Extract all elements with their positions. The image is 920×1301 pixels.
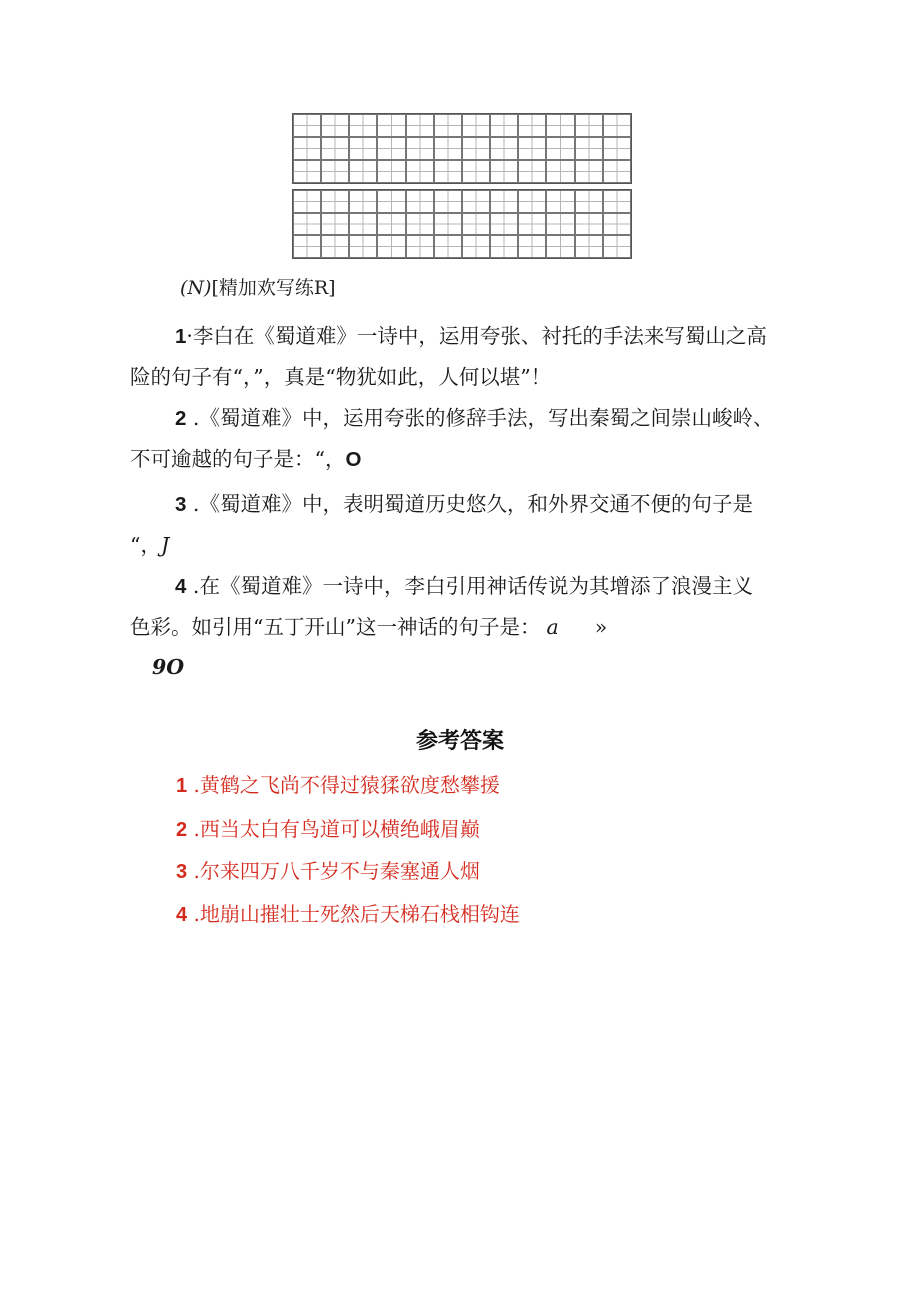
grid-cell bbox=[518, 137, 546, 160]
grid-cell bbox=[546, 114, 574, 137]
grid-cell bbox=[293, 137, 321, 160]
grid-cell bbox=[321, 114, 349, 137]
question-line2: 险的句子有“，”，真是“物犹如此，人何以堪”！ bbox=[130, 365, 552, 389]
answer-text: .地崩山摧壮士死然后天梯石栈相钩连 bbox=[193, 902, 520, 926]
question-number: 3 bbox=[175, 493, 187, 516]
question-1 bbox=[130, 316, 800, 397]
grid-cell bbox=[490, 190, 518, 213]
section-label-text: [精加欢写练R] bbox=[211, 277, 336, 299]
question-line1: 《蜀道难》中，运用夸张的修辞手法，写出秦蜀之间崇山峻岭、 bbox=[199, 406, 774, 430]
grid-cell bbox=[603, 137, 631, 160]
grid-cell bbox=[462, 213, 490, 236]
answers-title: 参考答案 bbox=[415, 729, 504, 754]
grid-cell bbox=[349, 114, 377, 137]
grid-cell bbox=[321, 160, 349, 183]
grid-cell bbox=[575, 235, 603, 258]
grid-cell bbox=[321, 190, 349, 213]
grid-cell bbox=[490, 160, 518, 183]
grid-cell bbox=[603, 190, 631, 213]
answer-number: 1 bbox=[176, 775, 188, 797]
question-sep: . bbox=[186, 492, 200, 516]
answer-text: .西当太白有鸟道可以横绝峨眉巅 bbox=[193, 817, 480, 841]
grid-cell bbox=[434, 160, 462, 183]
question-number: 1 bbox=[175, 325, 187, 348]
grid-cell bbox=[490, 235, 518, 258]
question-sep: . bbox=[186, 406, 200, 430]
grid-cell bbox=[406, 114, 434, 137]
answer-4 bbox=[176, 898, 520, 927]
grid-cell bbox=[293, 160, 321, 183]
section-label-prefix: (N) bbox=[180, 277, 212, 299]
grid-cell bbox=[377, 137, 405, 160]
grid-cell bbox=[349, 190, 377, 213]
question-sep: · bbox=[186, 324, 193, 348]
grid-cell bbox=[293, 235, 321, 258]
question-line2-end: J bbox=[160, 533, 170, 557]
grid-cell bbox=[321, 235, 349, 258]
question-line1: 在《蜀道难》一诗中，李白引用神话传说为其增添了浪漫主义 bbox=[199, 574, 753, 598]
question-4 bbox=[130, 566, 800, 687]
grid-cell bbox=[293, 190, 321, 213]
grid-cell bbox=[377, 190, 405, 213]
section-label bbox=[180, 273, 336, 300]
grid-cell bbox=[518, 114, 546, 137]
answer-text: .尔来四万八千岁不与秦塞通人烟 bbox=[193, 859, 480, 883]
question-number: 2 bbox=[175, 407, 187, 430]
grid-cell bbox=[406, 213, 434, 236]
question-number: 4 bbox=[175, 575, 187, 598]
grid-cell bbox=[575, 190, 603, 213]
grid-cell bbox=[293, 213, 321, 236]
answer-1 bbox=[176, 769, 500, 798]
answer-3 bbox=[176, 855, 480, 884]
grid-cell bbox=[603, 235, 631, 258]
grid-cell bbox=[546, 160, 574, 183]
grid-cell bbox=[349, 235, 377, 258]
writing-grid-top bbox=[292, 113, 632, 184]
grid-cell bbox=[349, 160, 377, 183]
grid-cell bbox=[518, 213, 546, 236]
answer-number: 3 bbox=[176, 861, 188, 883]
grid-cell bbox=[377, 160, 405, 183]
grid-cell bbox=[603, 213, 631, 236]
grid-cell bbox=[406, 190, 434, 213]
grid-cell bbox=[603, 114, 631, 137]
grid-cell bbox=[575, 114, 603, 137]
grid-cell bbox=[546, 235, 574, 258]
question-line3: 9O bbox=[152, 655, 185, 679]
question-line1: 《蜀道难》中，表明蜀道历史悠久，和外界交通不便的句子是 bbox=[199, 492, 753, 516]
grid-cell bbox=[603, 160, 631, 183]
question-line2-end: O bbox=[345, 448, 362, 471]
grid-cell bbox=[518, 235, 546, 258]
grid-cell bbox=[434, 235, 462, 258]
answer-2 bbox=[176, 813, 480, 842]
grid-cell bbox=[518, 160, 546, 183]
grid-cell bbox=[518, 190, 546, 213]
grid-cell bbox=[406, 137, 434, 160]
question-line1: 李白在《蜀道难》一诗中，运用夸张、衬托的手法来写蜀山之高 bbox=[192, 324, 767, 348]
question-line2-a: a bbox=[546, 615, 559, 639]
grid-cell bbox=[434, 213, 462, 236]
grid-cell bbox=[546, 137, 574, 160]
question-line2: 不可逾越的句子是：“， bbox=[130, 447, 346, 471]
grid-cell bbox=[434, 190, 462, 213]
grid-cell bbox=[406, 235, 434, 258]
writing-grid-bottom bbox=[292, 189, 632, 259]
grid-cell bbox=[490, 213, 518, 236]
grid-cell bbox=[377, 114, 405, 137]
grid-cell bbox=[546, 190, 574, 213]
grid-cell bbox=[490, 137, 518, 160]
grid-cell bbox=[490, 114, 518, 137]
question-line2: 色彩。如引用“五丁开山”这一神话的句子是： bbox=[130, 615, 541, 639]
answer-number: 4 bbox=[176, 904, 188, 926]
question-line2-b: » bbox=[594, 615, 608, 639]
grid-cell bbox=[575, 160, 603, 183]
grid-cell bbox=[349, 213, 377, 236]
grid-cell bbox=[434, 137, 462, 160]
grid-cell bbox=[321, 137, 349, 160]
question-3 bbox=[130, 484, 800, 565]
grid-cell bbox=[462, 137, 490, 160]
grid-cell bbox=[349, 137, 377, 160]
grid-cell bbox=[462, 235, 490, 258]
grid-cell bbox=[462, 190, 490, 213]
grid-cell bbox=[293, 114, 321, 137]
grid-cell bbox=[462, 160, 490, 183]
question-2 bbox=[130, 398, 800, 480]
grid-cell bbox=[377, 213, 405, 236]
grid-cell bbox=[434, 114, 462, 137]
question-line2: “， bbox=[130, 533, 161, 557]
grid-cell bbox=[575, 213, 603, 236]
grid-cell bbox=[575, 137, 603, 160]
grid-cell bbox=[406, 160, 434, 183]
grid-cell bbox=[321, 213, 349, 236]
grid-cell bbox=[546, 213, 574, 236]
answer-text: .黄鹤之飞尚不得过猿猱欲度愁攀援 bbox=[193, 773, 500, 797]
grid-cell bbox=[377, 235, 405, 258]
grid-cell bbox=[462, 114, 490, 137]
question-sep: . bbox=[186, 574, 200, 598]
answer-number: 2 bbox=[176, 819, 188, 841]
